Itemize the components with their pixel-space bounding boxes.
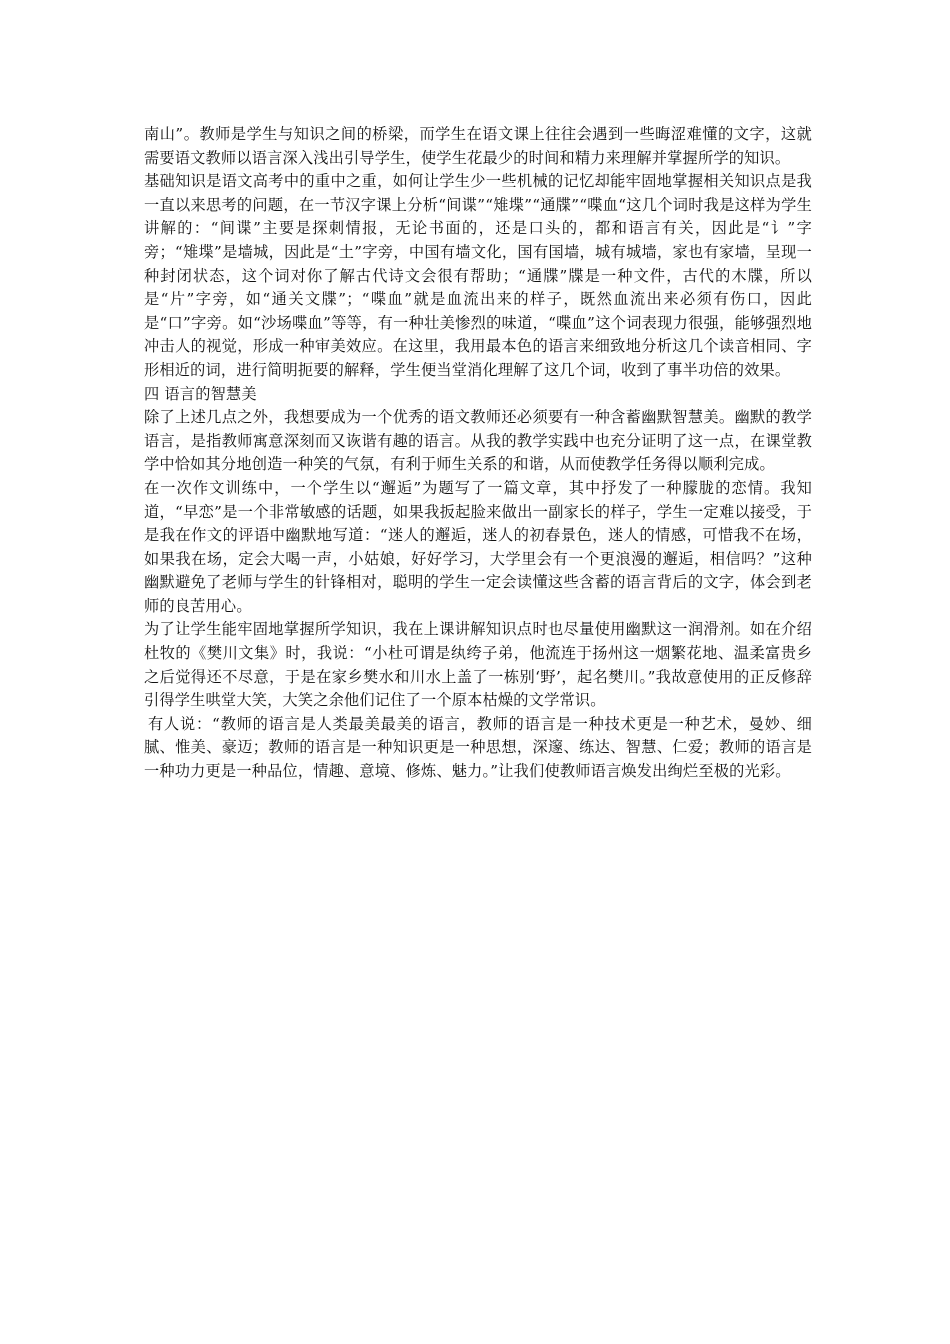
paragraph-basic-knowledge: 基础知识是语文高考中的重中之重，如何让学生少一些机械的记忆却能牢固地掌握相关知识点是我一直以来思考的问题，在一节汉字课上分析“间谍”“雉堞”“通牒”“喋血“这几个词时我是这样为学生讲解的：“间谍”主要是探刺情报，无论书面的，还是口头的，都和语言有关，因此是“讠”字旁；“雉堞”是墙城，因此是“土”字旁，中国有墙文化，国有国墙，城有城墙，家也有家墙，呈现一种封闭状态，这个词对你了解古代诗文会很有帮助；“通牒”牒是一种文件，古代的木牒，所以是“片”字旁，如“通关文牒”；“喋血”就是血流出来的样子，既然血流出来必须有伤口，因此是“口”字旁。如“沙场喋血”等等，有一种壮美惨烈的味道，“喋血”这个词表现力很强，能够强烈地冲击人的视觉，形成一种审美效应。在这里，我用最本色的语言来细致地分析这几个读音相同、字形相近的词，进行简明扼要的解释，学生便当堂消化理解了这几个词，收到了事半功倍的效果。 <box>144 172 812 379</box>
paragraph-composition-example: 在一次作文训练中，一个学生以“邂逅”为题写了一篇文章，其中抒发了一种朦胧的恋情。我知道，“早恋”是一个非常敏感的话题，如果我扳起脸来做出一副家长的样子，学生一定难以接受，于是我在作文的评语中幽默地写道：“迷人的邂逅，迷人的初春景色，迷人的情感，可惜我不在场，如果我在场，定会大喝一声，小姑娘，好好学习，大学里会有一个更浪漫的邂逅，相信吗？”这种幽默避免了老师与学生的针锋相对，聪明的学生一定会读懂这些含蓄的语言背后的文字，体会到老师的良苦用心。 <box>144 478 812 615</box>
paragraph-humor-intro: 除了上述几点之外，我想要成为一个优秀的语文教师还必须要有一种含蓄幽默智慧美。幽默的教学语言，是指教师寓意深刻而又诙谐有趣的语言。从我的教学实践中也充分证明了这一点，在课堂教学中恰如其分地创造一种笑的气氛，有利于师生关系的和谐，从而使教学任务得以顺利完成。 <box>144 408 812 474</box>
document-body <box>144 123 812 784</box>
paragraph-conclusion: 有人说：“教师的语言是人类最美最美的语言，教师的语言是一种技术更是一种艺术，曼妙、细腻、惟美、豪迈；教师的语言是一种知识更是一种思想，深邃、练达、智慧、仁爱；教师的语言是一种功力更是一种品位，情趣、意境、修炼、魅力。”让我们使教师语言焕发出绚烂至极的光彩。 <box>144 714 812 781</box>
paragraph-intro-continuation: 南山”。教师是学生与知识之间的桥梁，而学生在语文课上往往会遇到一些晦涩难懂的文字，这就需要语文教师以语言深入浅出引导学生，使学生花最少的时间和精力来理解并掌握所学的知识。 <box>144 125 812 167</box>
section-heading: 四 语言的智慧美 <box>144 384 257 403</box>
paragraph-dumu-example: 为了让学生能牢固地掌握所学知识，我在上课讲解知识点时也尽量使用幽默这一润滑剂。如在介绍杜牧的《樊川文集》时，我说：“小杜可谓是纨绔子弟，他流连于扬州这一烟繁花地、温柔富贵乡之后觉得还不尽意，于是在家乡樊水和川水上盖了一栋别‘野’，起名樊川。”我故意使用的正反修辞引得学生哄堂大笑，大笑之余他们记住了一个原本枯燥的文学常识。 <box>144 620 812 710</box>
